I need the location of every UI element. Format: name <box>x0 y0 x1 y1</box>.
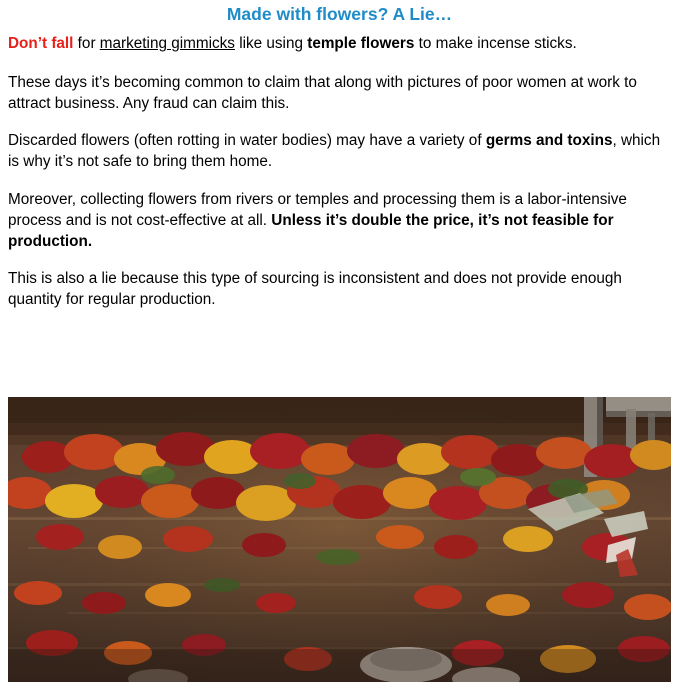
document-page <box>0 4 679 682</box>
paragraph-3 <box>8 130 671 172</box>
paragraph-3-run-2: germs and toxins <box>485 132 613 150</box>
paragraph-1-run-6: to make incense sticks. <box>414 35 577 52</box>
photo-graphic <box>8 397 671 682</box>
paragraph-3-run-1: Discarded flowers (often rotting in water bodies) may have a variety of <box>8 132 486 150</box>
paragraph-3-run-3: , which is why it’s not safe to bring them home. <box>8 132 661 171</box>
paragraph-2-run-1: These days it’s becoming common to claim that along with pictures of poor women at work to attract business. Any fraud can claim this. <box>8 74 637 113</box>
paragraph-4 <box>8 189 671 252</box>
paragraph-4-run-2: Unless it’s double the price, it’s not feasible for production. <box>8 211 614 250</box>
discarded-flowers-photo <box>8 397 671 682</box>
page-title: Made with flowers? A Lie… <box>226 4 453 24</box>
paragraph-5 <box>8 268 671 310</box>
paragraph-2 <box>8 72 671 114</box>
paragraph-1-run-5: temple flowers <box>307 35 415 52</box>
paragraph-1-run-4: like using <box>234 35 308 52</box>
paragraph-5-run-1: This is also a lie because this type of sourcing is inconsistent and does not provide enough quantity for regular production. <box>8 269 622 308</box>
paragraph-1-run-2: for <box>73 35 100 52</box>
paragraph-1-run-1: Don’t fall <box>8 35 74 52</box>
paragraph-4-run-1: Moreover, collecting flowers from rivers or temples and processing them is a labor-intensive process and is not cost-effective at all. <box>8 190 627 229</box>
paragraph-1 <box>8 33 671 54</box>
paragraph-1-run-3: marketing gimmicks <box>99 35 235 52</box>
